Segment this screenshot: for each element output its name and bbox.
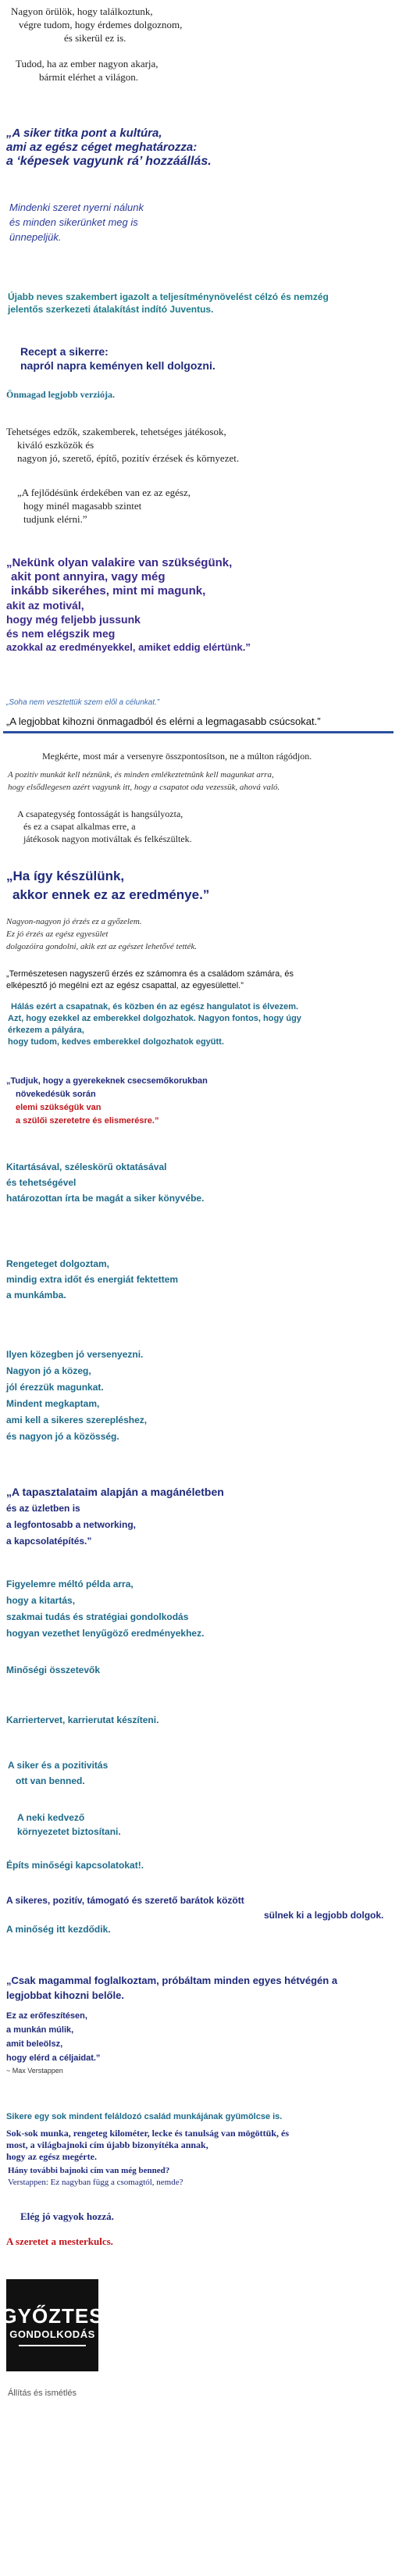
pride-line: „Természetesen nagyszerű érzés ez számomra és a családom számára, és bbox=[6, 969, 294, 979]
intro-line: végre tudom, hogy érdemes dolgoznom, bbox=[19, 19, 183, 30]
needed-line: „Nekünk olyan valakire van szükségünk, bbox=[6, 556, 233, 569]
km-line: most, a világbajnoki cím újabb bizonyítéka annak, bbox=[6, 2139, 208, 2150]
culture-quote-line: a ‘képesek vagyunk rá’ hozzáállás. bbox=[6, 155, 212, 168]
qa-line: Verstappen: Ez nagyban függ a csomagtól, nemde? bbox=[8, 2178, 183, 2187]
supportive-line: sülnek ki a legjobb dolgok. bbox=[264, 1910, 384, 1921]
environment-line: és nagyon jó a közösség. bbox=[6, 1431, 119, 1442]
pride-block bbox=[0, 969, 406, 992]
networking-line: és az üzletben is bbox=[6, 1503, 80, 1514]
section-divider bbox=[3, 731, 394, 733]
kids-line: a szülői szeretetre és elismerésre.” bbox=[16, 1116, 159, 1126]
career-note: Karriertervet, karrierutat készíteni. bbox=[6, 1714, 159, 1725]
example-line: hogyan vezethet lenyűgöző eredményekhez. bbox=[6, 1628, 205, 1639]
intro-line: bármit elérhet a világon. bbox=[39, 71, 139, 83]
team-mood bbox=[0, 808, 406, 845]
recipe-line: Recept a sikerre: bbox=[20, 345, 109, 358]
feeling-block bbox=[0, 915, 406, 953]
develop-block bbox=[0, 486, 406, 526]
develop-line: „A fejlődésünk érdekében van ez az egész, bbox=[17, 487, 191, 498]
friendly-env bbox=[0, 1811, 406, 1839]
team-mood-line: játékosok nagyon motiváltak és felkészültek. bbox=[23, 833, 192, 844]
max-line: „Csak magammal foglalkoztam, próbáltam minden egyes hétvégén a bbox=[6, 1975, 338, 1986]
ready-quote bbox=[0, 867, 406, 904]
own-version: Önmagad legjobb verziója. bbox=[6, 389, 115, 400]
book-line: és tehetségével bbox=[6, 1177, 77, 1188]
badge-subtitle: GONDOLKODÁS bbox=[9, 2328, 95, 2340]
environment-line: Mindent megkaptam, bbox=[6, 1398, 100, 1409]
juventus-note bbox=[0, 291, 406, 316]
networking-line: „A tapasztalataim alapján a magánéletben bbox=[6, 1486, 224, 1498]
km-block bbox=[0, 2128, 406, 2163]
badge-underline bbox=[19, 2345, 86, 2346]
recipe-line: napról napra keményen kell dolgozni. bbox=[20, 359, 215, 372]
feeling-line: dolgozóira gondolni, akik ezt az egészet lehetővé tették. bbox=[6, 942, 198, 951]
environment-line: ami kell a sikeres szerepléshez, bbox=[6, 1415, 148, 1425]
team-atmos-line: hogy tudom, kedves emberekkel dolgozhatok együtt. bbox=[8, 1037, 224, 1047]
team-line: Tehetséges edzők, szakemberek, tehetséges játékosok, bbox=[6, 426, 226, 437]
feeling-line: Nagyon-nagyon jó érzés ez a győzelem. bbox=[6, 917, 142, 926]
max-line: hogy elérd a céljaidat.” bbox=[6, 2053, 101, 2063]
positive-mood-line: A pozitív munkát kell néznünk, és minden emlékeztetnünk kell magunkat arra, bbox=[8, 770, 274, 780]
example-line: Figyelemre méltó példa arra, bbox=[6, 1579, 134, 1589]
team-mood-line: A csapategység fontosságát is hangsúlyozta, bbox=[17, 808, 183, 819]
celebrate-quote-line: és minden sikerünket meg is bbox=[9, 216, 138, 228]
juventus-line: Újabb neves szakembert igazolt a teljesítménynövelést célzó és nemzég bbox=[8, 291, 329, 302]
ready-line: „Ha így készülünk, bbox=[6, 869, 125, 883]
environment-block bbox=[0, 1347, 406, 1445]
intro-line: Nagyon örülök, hogy találkoztunk, bbox=[11, 5, 153, 17]
celebrate-quote bbox=[0, 200, 406, 244]
work-block bbox=[0, 1256, 406, 1303]
positive-mood-line: hogy elsődlegesen azért vagyunk itt, hogy a csapatot oda vezessük, ahová való. bbox=[8, 783, 280, 792]
max-quote bbox=[0, 1973, 406, 2076]
positive-mood bbox=[0, 769, 406, 794]
team-mood-line: és ez a csapat alkalmas erre, a bbox=[23, 821, 136, 832]
networking-quote bbox=[0, 1484, 406, 1550]
success-pos-line: A siker és a pozitivitás bbox=[8, 1760, 109, 1771]
needed-line: akit az motivál, bbox=[6, 599, 84, 612]
intro-block bbox=[0, 5, 406, 84]
example-line: hogy a kitartás, bbox=[6, 1595, 76, 1606]
team-line: kiváló eszközök és bbox=[17, 439, 94, 451]
environment-line: Ilyen közegben jó versenyezni. bbox=[6, 1349, 144, 1360]
badge-title: GYŐZTES bbox=[1, 2303, 104, 2328]
km-line: Sok-sok munka, rengeteg kilométer, lecke és tanulság van mögöttük, és bbox=[6, 2128, 290, 2139]
kids-line: elemi szükségük van bbox=[16, 1103, 102, 1112]
celebrate-quote-line: Mindenki szeret nyerni nálunk bbox=[9, 202, 144, 213]
needed-line: akit pont annyira, vagy még bbox=[11, 570, 166, 583]
now-race: Megkérte, most már a versenyre összpontosítson, ne a múlton rágódjon. bbox=[42, 751, 312, 762]
work-line: mindig extra időt és energiát fektettem bbox=[6, 1274, 179, 1285]
kids-quote bbox=[0, 1075, 406, 1128]
intro-line: Tudod, ha az ember nagyon akarja, bbox=[16, 58, 158, 70]
team-atmos-line: Azt, hogy ezekkel az emberekkel dolgozhatok. Nagyon fontos, hogy úgy bbox=[8, 1014, 301, 1023]
quality-start: A minőség itt kezdődik. bbox=[6, 1924, 111, 1935]
team-block bbox=[0, 425, 406, 465]
qa-block bbox=[0, 2165, 406, 2189]
team-atmos bbox=[0, 1001, 406, 1048]
team-atmos-line: Hálás ezért a csapatnak, és közben én az egész hangulatot is élvezem. bbox=[11, 1002, 299, 1011]
book-line: Kitartásával, széleskörű oktatásával bbox=[6, 1161, 167, 1172]
example-line: szakmai tudás és stratégiai gondolkodás bbox=[6, 1611, 189, 1622]
needed-line: hogy még feljebb jussunk bbox=[6, 613, 141, 626]
good-note: Elég jó vagyok hozzá. bbox=[20, 2210, 114, 2222]
success-pos-line: ott van benned. bbox=[16, 1775, 85, 1786]
winning-thinking-badge bbox=[1, 2279, 104, 2371]
never-lose: „Soha nem vesztettük szem elől a célunkat.” bbox=[6, 698, 160, 707]
max-line: legjobbat kihozni belőle. bbox=[6, 1989, 124, 2001]
networking-line: a legfontosabb a networking, bbox=[6, 1519, 137, 1530]
success-pos bbox=[0, 1757, 406, 1789]
supportive-line: A sikeres, pozitív, támogató és szerető barátok között bbox=[6, 1895, 244, 1906]
max-line: a munkán múlik, bbox=[6, 2025, 74, 2035]
best-self: „A legjobbat kihozni önmagadból és elérni a legmagasabb csúcsokat.” bbox=[6, 715, 321, 727]
intro-line: és sikerül ez is. bbox=[64, 32, 126, 44]
max-line: Ez az erőfeszítésen, bbox=[6, 2011, 87, 2021]
qa-line: Hány további bajnoki cím van még benned? bbox=[8, 2166, 170, 2175]
kids-line: növekedésük során bbox=[16, 1090, 96, 1099]
needed-line: azokkal az eredményekkel, amiket eddig elértünk.” bbox=[6, 641, 251, 653]
family-note: Sikere egy sok mindent feláldozó család munkájának gyümölcse is. bbox=[6, 2112, 283, 2121]
pride-line: elképesztő jó megélni ezt az egész csapattal, az egyesülettel.” bbox=[6, 981, 244, 990]
needed-line: inkább sikeréhes, mint mi magunk, bbox=[11, 584, 206, 598]
master-key: A szeretet a mesterkulcs. bbox=[6, 2235, 113, 2247]
team-atmos-line: érkezem a pályára, bbox=[8, 1026, 84, 1035]
image-caption: Állítás és ismétlés bbox=[8, 2389, 77, 2398]
needed-quote bbox=[0, 556, 406, 655]
work-line: Rengeteget dolgoztam, bbox=[6, 1258, 110, 1269]
book-block bbox=[0, 1159, 406, 1206]
kids-line: „Tudjuk, hogy a gyerekeknek csecsemőkorukban bbox=[6, 1076, 208, 1086]
supportive-block bbox=[0, 1893, 406, 1923]
environment-line: Nagyon jó a közeg, bbox=[6, 1365, 91, 1376]
networking-line: a kapcsolatépítés.” bbox=[6, 1536, 92, 1547]
team-line: nagyon jó, szerető, építő, pozitív érzések és környezet. bbox=[17, 452, 240, 464]
book-line: határozottan írta be magát a siker könyvébe. bbox=[6, 1193, 205, 1204]
friendly-line: környezetet biztosítani. bbox=[17, 1826, 121, 1837]
culture-quote-line: ami az egész céget meghatározza: bbox=[6, 141, 198, 154]
recipe-block bbox=[0, 344, 406, 373]
km-line: hogy az egész megérte. bbox=[6, 2151, 97, 2162]
max-line: amit beleölsz, bbox=[6, 2039, 63, 2049]
max-author: ~ Max Verstappen bbox=[6, 2067, 63, 2075]
ready-line: akkor ennek ez az eredménye.” bbox=[12, 887, 210, 902]
needed-line: és nem elégszik meg bbox=[6, 627, 116, 640]
example-block bbox=[0, 1576, 406, 1642]
environment-line: jól érezzük magunkat. bbox=[6, 1382, 104, 1393]
friendly-line: A neki kedvező bbox=[17, 1812, 85, 1823]
work-line: a munkámba. bbox=[6, 1290, 66, 1300]
feeling-line: Ez jó érzés az egész egyesület bbox=[6, 929, 109, 939]
celebrate-quote-line: ünnepeljük. bbox=[9, 231, 62, 243]
develop-line: tudjunk elérni.” bbox=[23, 513, 87, 525]
culture-quote bbox=[0, 127, 406, 169]
develop-line: hogy minél magasabb szintet bbox=[23, 500, 142, 512]
culture-quote-line: „A siker titka pont a kultúra, bbox=[6, 127, 162, 140]
build-note: Építs minőségi kapcsolatokat!. bbox=[6, 1860, 144, 1871]
juventus-line: jelentős szerkezeti átalakítást indító Juventus. bbox=[8, 304, 214, 315]
quality-title: Minőségi összetevők bbox=[6, 1664, 101, 1675]
